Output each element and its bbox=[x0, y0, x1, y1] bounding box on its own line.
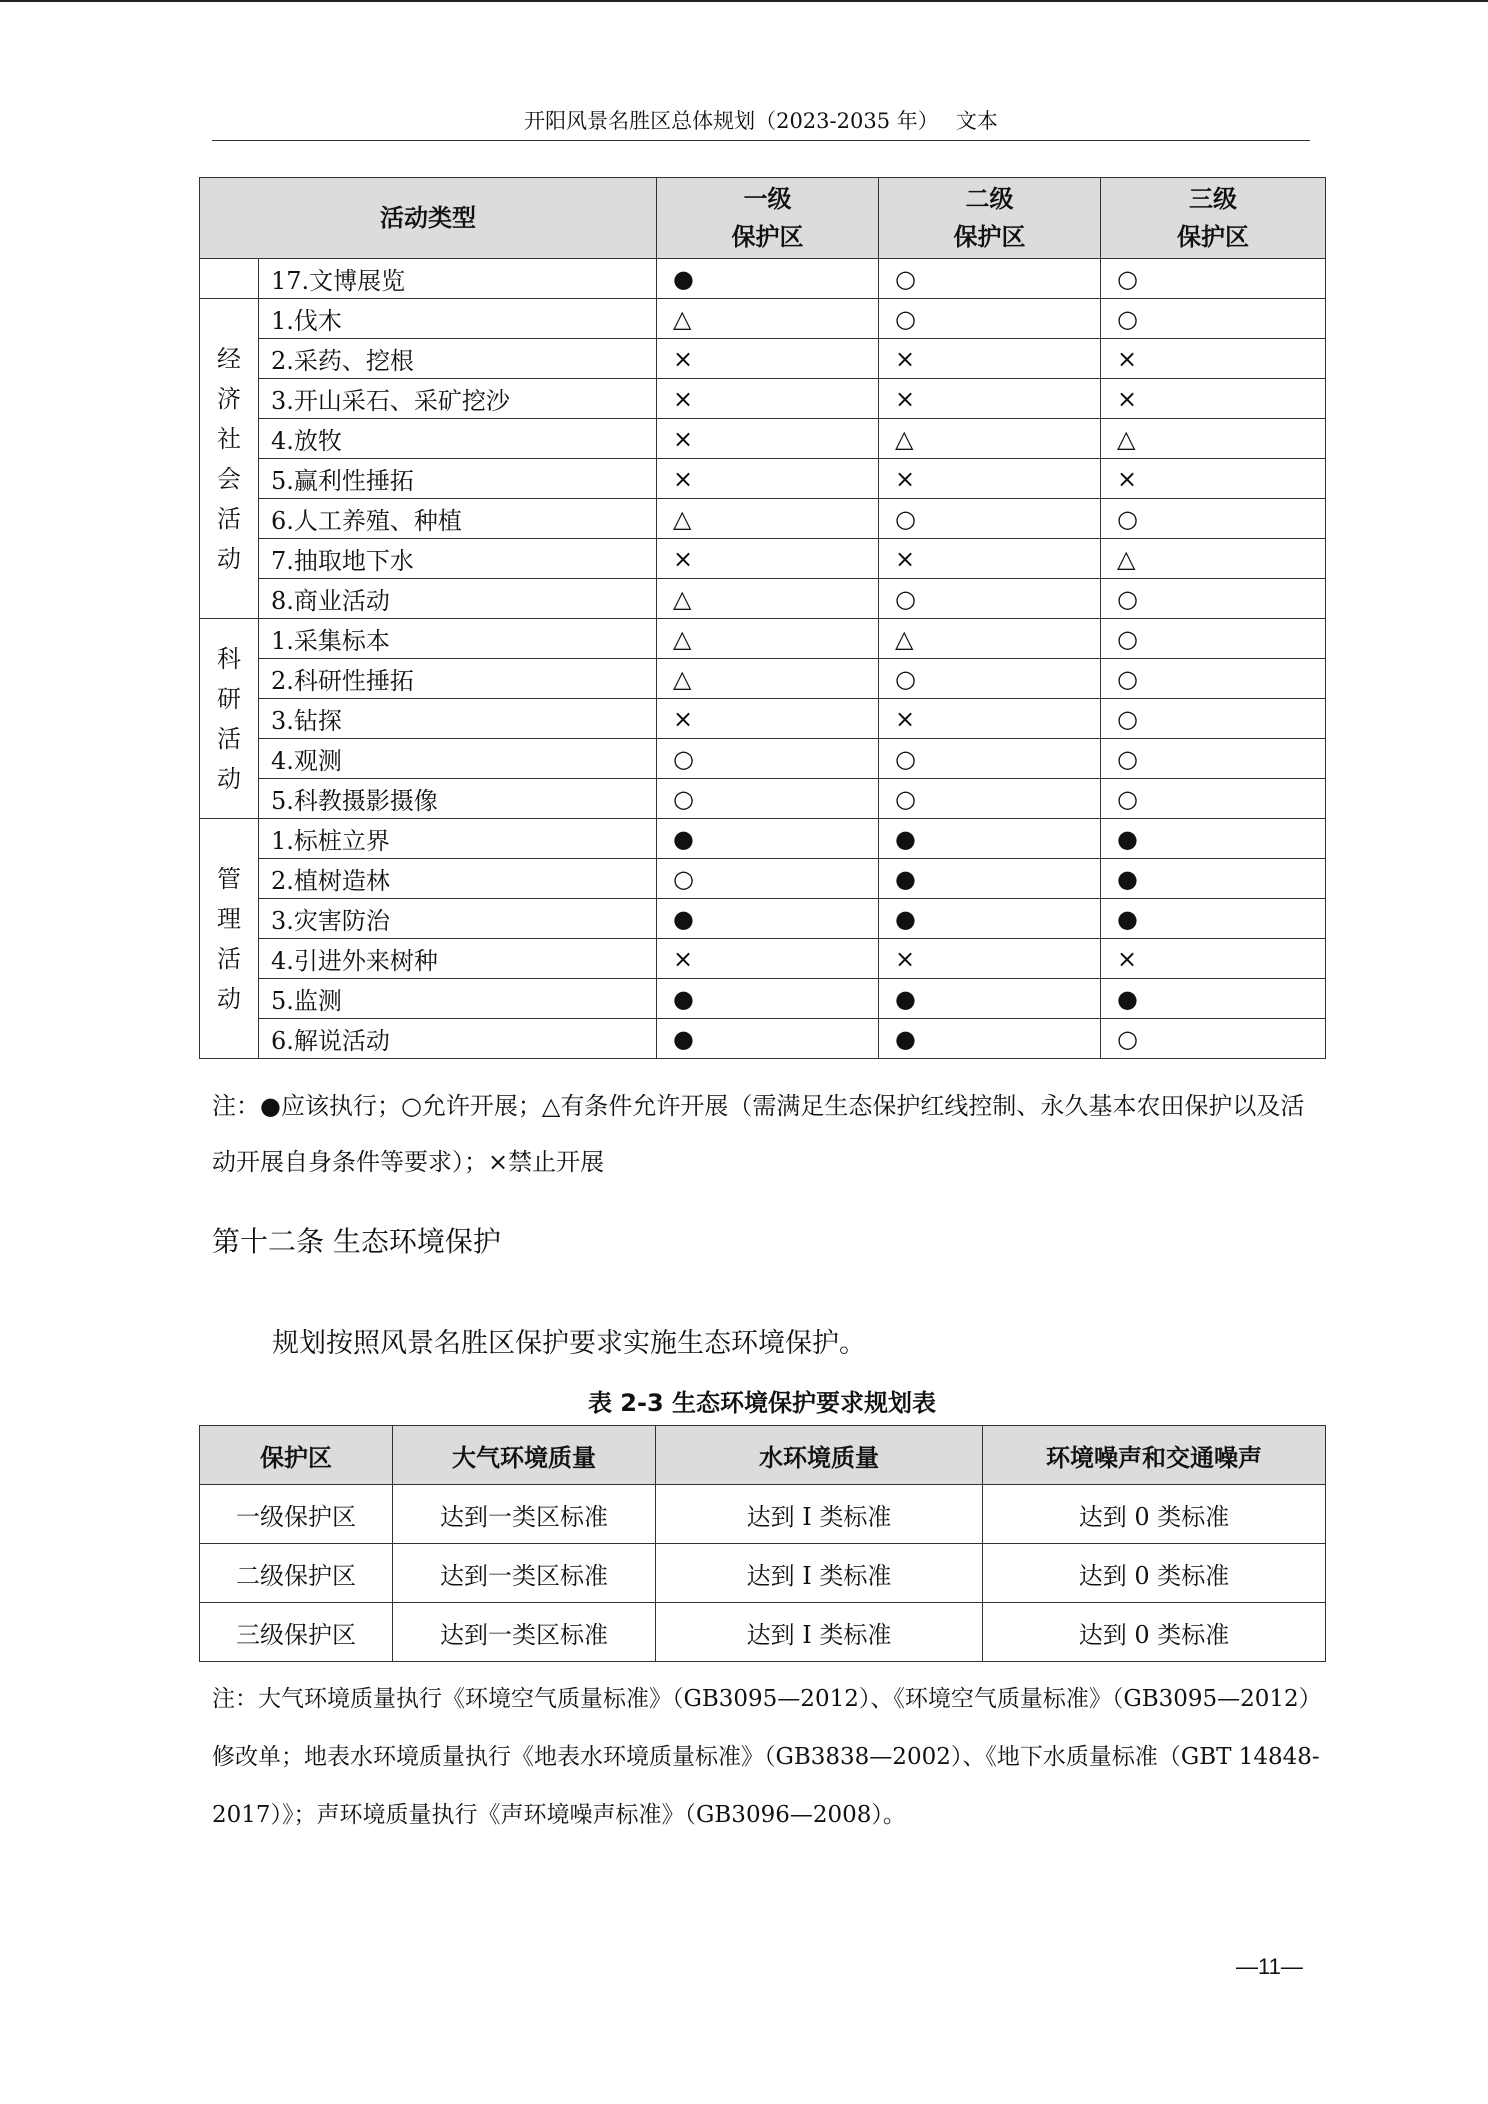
level-3-mark: ○ bbox=[1101, 579, 1326, 619]
level-1-mark: ● bbox=[657, 1019, 879, 1059]
level-1-mark: × bbox=[657, 539, 879, 579]
activity-name: 1.伐木 bbox=[259, 299, 657, 339]
level-1-mark: ○ bbox=[657, 739, 879, 779]
group-label: 管 理 活 动 bbox=[200, 819, 259, 1059]
level-1-mark: ○ bbox=[657, 779, 879, 819]
table-cell: 达到一类区标准 bbox=[393, 1544, 656, 1603]
group-label bbox=[200, 259, 259, 299]
level-1-mark: × bbox=[657, 699, 879, 739]
level-3-mark: × bbox=[1101, 339, 1326, 379]
table-cell: 一级保护区 bbox=[200, 1485, 393, 1544]
table-row bbox=[200, 659, 1326, 699]
level-1-mark: ○ bbox=[657, 859, 879, 899]
level-3-mark: △ bbox=[1101, 419, 1326, 459]
level-2-mark: × bbox=[879, 539, 1101, 579]
activity-name: 2.科研性捶拓 bbox=[259, 659, 657, 699]
col-header-air: 大气环境质量 bbox=[393, 1426, 656, 1485]
level-2-mark: △ bbox=[879, 619, 1101, 659]
activity-name: 8.商业活动 bbox=[259, 579, 657, 619]
level-3-mark: ○ bbox=[1101, 659, 1326, 699]
level-2-mark: △ bbox=[879, 419, 1101, 459]
table-cell: 三级保护区 bbox=[200, 1603, 393, 1662]
standards-note: 注：大气环境质量执行《环境空气质量标准》（GB3095—2012）、《环境空气质量标准》（GB3095—2012）修改单；地表水环境质量执行《地表水环境质量标准》（GB3838—2002）、《地下水质量标准（GBT 14848-2017）》；声环境质量执行《声环境噪声标准》（GB3096—2008）。 bbox=[212, 1686, 1322, 1828]
table-row bbox=[200, 779, 1326, 819]
table-row bbox=[200, 619, 1326, 659]
legend-note: 注：●应该执行；○允许开展；△有条件允许开展（需满足生态保护红线控制、永久基本农田保护以及活动开展自身条件等要求）；×禁止开展 bbox=[212, 1092, 1305, 1176]
table-row bbox=[200, 499, 1326, 539]
level-3-mark: ○ bbox=[1101, 779, 1326, 819]
page-header bbox=[212, 106, 1310, 141]
group-label: 经 济 社 会 活 动 bbox=[200, 299, 259, 619]
table-row bbox=[200, 579, 1326, 619]
table-cell: 达到 I 类标准 bbox=[656, 1485, 983, 1544]
table-cell: 二级保护区 bbox=[200, 1544, 393, 1603]
level-1-mark: △ bbox=[657, 579, 879, 619]
level-1-mark: × bbox=[657, 939, 879, 979]
activity-table-header bbox=[200, 178, 1326, 259]
level-2-mark: ● bbox=[879, 1019, 1101, 1059]
table-cell: 达到 0 类标准 bbox=[983, 1485, 1326, 1544]
activity-table bbox=[199, 177, 1326, 1059]
activity-name: 5.赢利性捶拓 bbox=[259, 459, 657, 499]
table-row bbox=[200, 699, 1326, 739]
table-row bbox=[200, 1603, 1326, 1662]
level-1-mark: × bbox=[657, 459, 879, 499]
eco-table-header bbox=[200, 1426, 1326, 1485]
table-row bbox=[200, 539, 1326, 579]
table-row bbox=[200, 739, 1326, 779]
level-1-mark: × bbox=[657, 339, 879, 379]
activity-name: 2.植树造林 bbox=[259, 859, 657, 899]
table-row bbox=[200, 819, 1326, 859]
table-cell: 达到 I 类标准 bbox=[656, 1603, 983, 1662]
activity-name: 5.监测 bbox=[259, 979, 657, 1019]
level-2-mark: ○ bbox=[879, 299, 1101, 339]
level-3-mark: ● bbox=[1101, 819, 1326, 859]
activity-name: 6.人工养殖、种植 bbox=[259, 499, 657, 539]
table-cell: 达到 0 类标准 bbox=[983, 1544, 1326, 1603]
section-title: 第十二条 生态环境保护 bbox=[212, 1225, 501, 1258]
col-header-level-2: 二级 保护区 bbox=[879, 178, 1101, 259]
level-3-mark: ○ bbox=[1101, 259, 1326, 299]
header-title: 开阳风景名胜区总体规划（2023-2035 年） 文本 bbox=[524, 109, 998, 133]
level-2-mark: × bbox=[879, 459, 1101, 499]
activity-name: 1.采集标本 bbox=[259, 619, 657, 659]
table-cell: 达到 0 类标准 bbox=[983, 1603, 1326, 1662]
activity-name: 3.钻探 bbox=[259, 699, 657, 739]
level-3-mark: ● bbox=[1101, 859, 1326, 899]
activity-name: 3.灾害防治 bbox=[259, 899, 657, 939]
group-label: 科 研 活 动 bbox=[200, 619, 259, 819]
level-1-mark: ● bbox=[657, 259, 879, 299]
activity-name: 7.抽取地下水 bbox=[259, 539, 657, 579]
level-2-mark: × bbox=[879, 379, 1101, 419]
level-3-mark: ○ bbox=[1101, 699, 1326, 739]
table-row bbox=[200, 1019, 1326, 1059]
page-number: —11— bbox=[1236, 1954, 1303, 1979]
table-row bbox=[200, 259, 1326, 299]
activity-name: 4.观测 bbox=[259, 739, 657, 779]
level-3-mark: ○ bbox=[1101, 1019, 1326, 1059]
level-3-mark: ● bbox=[1101, 979, 1326, 1019]
activity-name: 4.引进外来树种 bbox=[259, 939, 657, 979]
table-row bbox=[200, 379, 1326, 419]
table-cell: 达到一类区标准 bbox=[393, 1485, 656, 1544]
body-paragraph: 规划按照风景名胜区保护要求实施生态环境保护。 bbox=[272, 1328, 866, 1359]
table-row bbox=[200, 899, 1326, 939]
col-header-noise: 环境噪声和交通噪声 bbox=[983, 1426, 1326, 1485]
activity-name: 1.标桩立界 bbox=[259, 819, 657, 859]
level-1-mark: △ bbox=[657, 659, 879, 699]
table-row bbox=[200, 299, 1326, 339]
level-2-mark: ● bbox=[879, 979, 1101, 1019]
table-cell: 达到 I 类标准 bbox=[656, 1544, 983, 1603]
col-header-level-1: 一级 保护区 bbox=[657, 178, 879, 259]
level-2-mark: ○ bbox=[879, 779, 1101, 819]
level-1-mark: ● bbox=[657, 819, 879, 859]
level-3-mark: ○ bbox=[1101, 499, 1326, 539]
table-row bbox=[200, 1544, 1326, 1603]
level-2-mark: × bbox=[879, 699, 1101, 739]
table-row bbox=[200, 459, 1326, 499]
level-2-mark: ○ bbox=[879, 499, 1101, 539]
top-border bbox=[0, 0, 1488, 2]
level-2-mark: ● bbox=[879, 859, 1101, 899]
eco-protection-table bbox=[199, 1425, 1326, 1662]
table-row bbox=[200, 939, 1326, 979]
level-2-mark: ○ bbox=[879, 259, 1101, 299]
col-header-water: 水环境质量 bbox=[656, 1426, 983, 1485]
activity-name: 2.采药、挖根 bbox=[259, 339, 657, 379]
table-caption: 表 2-3 生态环境保护要求规划表 bbox=[587, 1389, 937, 1417]
level-1-mark: △ bbox=[657, 619, 879, 659]
activity-name: 3.开山采石、采矿挖沙 bbox=[259, 379, 657, 419]
activity-name: 4.放牧 bbox=[259, 419, 657, 459]
level-3-mark: × bbox=[1101, 379, 1326, 419]
table-row bbox=[200, 979, 1326, 1019]
level-2-mark: ● bbox=[879, 819, 1101, 859]
eco-table-body bbox=[200, 1485, 1326, 1662]
level-2-mark: ○ bbox=[879, 579, 1101, 619]
table-row bbox=[200, 1485, 1326, 1544]
level-1-mark: × bbox=[657, 379, 879, 419]
col-header-zone: 保护区 bbox=[200, 1426, 393, 1485]
table-row bbox=[200, 339, 1326, 379]
level-3-mark: × bbox=[1101, 459, 1326, 499]
level-1-mark: △ bbox=[657, 299, 879, 339]
table-row bbox=[200, 859, 1326, 899]
level-3-mark: ● bbox=[1101, 899, 1326, 939]
col-header-level-3: 三级 保护区 bbox=[1101, 178, 1326, 259]
level-3-mark: × bbox=[1101, 939, 1326, 979]
activity-table-body bbox=[200, 259, 1326, 1059]
level-3-mark: ○ bbox=[1101, 619, 1326, 659]
level-3-mark: △ bbox=[1101, 539, 1326, 579]
level-1-mark: △ bbox=[657, 499, 879, 539]
level-2-mark: ● bbox=[879, 899, 1101, 939]
level-3-mark: ○ bbox=[1101, 739, 1326, 779]
level-2-mark: × bbox=[879, 339, 1101, 379]
level-1-mark: ● bbox=[657, 899, 879, 939]
level-3-mark: ○ bbox=[1101, 299, 1326, 339]
activity-name: 17.文博展览 bbox=[259, 259, 657, 299]
col-header-activity-type: 活动类型 bbox=[200, 178, 657, 259]
activity-name: 6.解说活动 bbox=[259, 1019, 657, 1059]
level-2-mark: × bbox=[879, 939, 1101, 979]
table-cell: 达到一类区标准 bbox=[393, 1603, 656, 1662]
level-1-mark: × bbox=[657, 419, 879, 459]
table-row bbox=[200, 419, 1326, 459]
level-2-mark: ○ bbox=[879, 659, 1101, 699]
level-2-mark: ○ bbox=[879, 739, 1101, 779]
level-1-mark: ● bbox=[657, 979, 879, 1019]
activity-name: 5.科教摄影摄像 bbox=[259, 779, 657, 819]
